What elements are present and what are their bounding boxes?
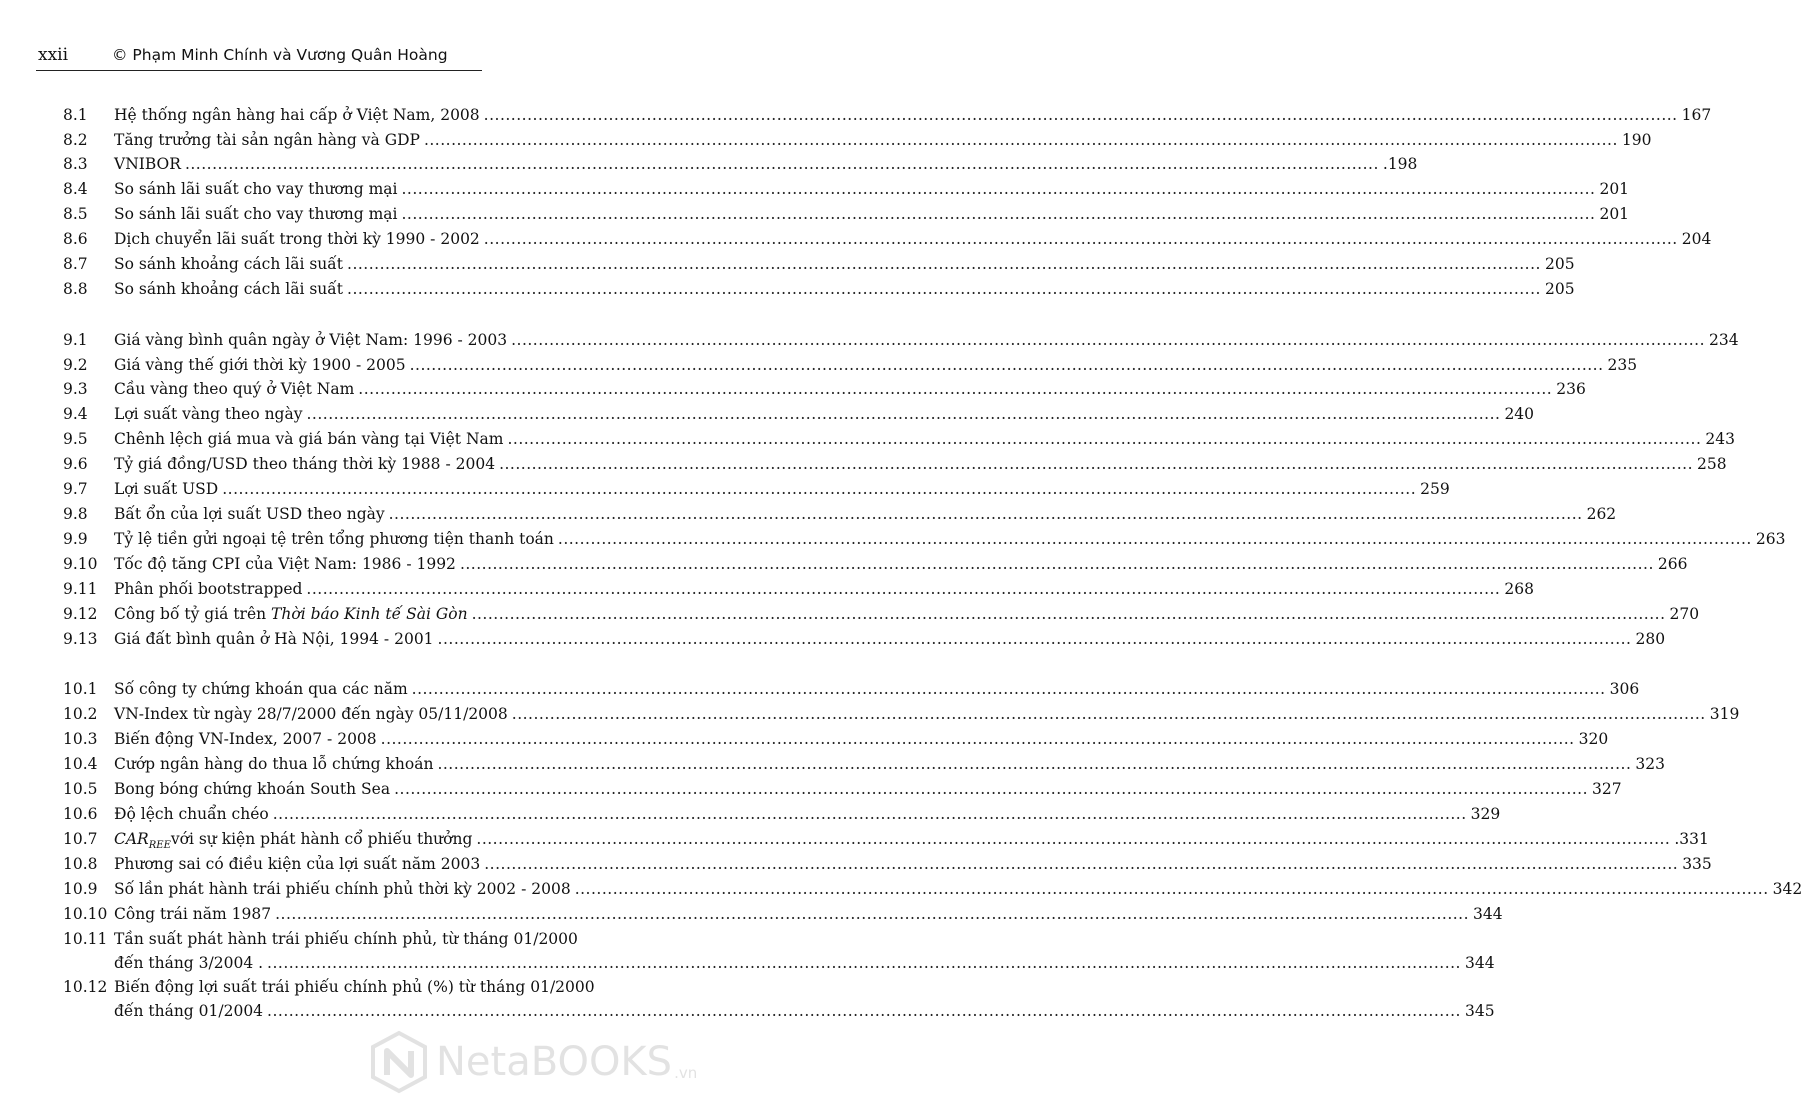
figure-title: VN-Index từ ngày 28/7/2000 đến ngày 05/11/2008 (114, 705, 508, 723)
figure-entry-line (114, 877, 1802, 901)
list-item (63, 527, 1786, 551)
list-item (63, 802, 1501, 826)
page-reference: 320 (1578, 730, 1609, 748)
figure-entry-line (114, 277, 1575, 301)
figure-number: 10.12 (63, 978, 108, 996)
figure-title: Giá vàng thế giới thời kỳ 1900 - 2005 (114, 356, 406, 374)
figure-title: Số lần phát hành trái phiếu chính phủ thời kỳ 2002 - 2008 (114, 880, 571, 898)
figure-number: 10.7 (63, 830, 98, 848)
list-item (63, 252, 1575, 276)
figure-entry-line (114, 975, 637, 999)
figure-title: Dịch chuyển lãi suất trong thời kỳ 1990 - 2002 (114, 230, 480, 248)
dot-leader: ............................................................................................................................................................................................................................ (459, 555, 1654, 573)
figure-title: Biến động lợi suất trái phiếu chính phủ (%) từ tháng 01/2000 (114, 978, 595, 996)
page-reference: 270 (1669, 605, 1700, 623)
dot-leader: ............................................................................................................................................................................................................................ (409, 356, 1604, 374)
figure-entry-line (114, 552, 1688, 576)
list-item (63, 702, 1740, 726)
page-reference: 335 (1682, 855, 1712, 873)
page-reference: 205 (1544, 255, 1575, 273)
watermark-brand: NetaBOOKS (436, 1039, 673, 1085)
figure-entry-line (114, 152, 1418, 176)
figure-number: 9.13 (63, 630, 98, 648)
figure-title: Giá vàng bình quân ngày ở Việt Nam: 1996 - 2003 (114, 331, 508, 349)
dot-leader: ............................................................................................................................................................................................................................ (483, 106, 1678, 124)
figure-number: 10.10 (63, 905, 108, 923)
dot-leader: ............................................................................................................................................................................................................................ (437, 755, 1632, 773)
page-reference: 344 (1473, 905, 1503, 923)
dot-leader: ............................................................................................................................................................................................................................ (272, 805, 1467, 823)
figure-number: 9.10 (63, 555, 98, 573)
figure-entry-line (114, 427, 1736, 451)
page-header (36, 44, 482, 71)
figure-entry-line (114, 677, 1640, 701)
page-reference: 268 (1504, 580, 1534, 598)
page-reference: 266 (1657, 555, 1688, 573)
figure-title: Bong bóng chứng khoán South Sea (114, 780, 391, 798)
figure-number: 8.6 (63, 230, 88, 248)
figure-title: Cầu vàng theo quý ở Việt Nam (114, 380, 355, 398)
list-item (63, 602, 1700, 626)
page-reference: 329 (1470, 805, 1501, 823)
figure-title: Cướp ngân hàng do thua lỗ chứng khoán (114, 755, 434, 773)
page-reference: 327 (1592, 780, 1622, 798)
list-item (63, 577, 1534, 601)
list-item (63, 227, 1712, 251)
list-item (63, 677, 1640, 701)
running-head: © Phạm Minh Chính và Vương Quân Hoàng (112, 46, 448, 64)
figure-number: 10.1 (63, 680, 98, 698)
figure-entry-line (114, 402, 1535, 426)
dot-leader: ............................................................................................................................................................................................................................ (499, 455, 1694, 473)
page-reference: 243 (1705, 430, 1736, 448)
list-item (63, 128, 1652, 152)
figure-title: đến tháng 3/2004 . (114, 954, 264, 972)
dot-leader: ............................................................................................................................................................................................................................ (394, 780, 1589, 798)
figure-title: Phân phối bootstrapped (114, 580, 303, 598)
dot-leader: ............................................................................................................................................................................................................................ (557, 530, 1752, 548)
figure-entry-line (114, 752, 1665, 776)
list-item (63, 377, 1586, 401)
dot-leader: ............................................................................................................................................................................................................................ (306, 405, 1501, 423)
figure-number: 8.1 (63, 106, 88, 124)
figure-entry-line (114, 602, 1700, 626)
list-item (63, 975, 1495, 1023)
figure-title: Độ lệch chuẩn chéo (114, 805, 269, 823)
figure-number: 9.7 (63, 480, 88, 498)
page-reference: 205 (1544, 280, 1575, 298)
dot-leader: ............................................................................................................................................................................................................................ (388, 505, 1583, 523)
list-item (63, 727, 1609, 751)
list-item (63, 877, 1802, 901)
figure-number: 9.4 (63, 405, 88, 423)
figure-title: So sánh lãi suất cho vay thương mại (114, 180, 398, 198)
page-reference: 344 (1465, 954, 1495, 972)
figure-title: So sánh khoảng cách lãi suất (114, 255, 344, 273)
figure-entry-line (114, 927, 637, 951)
page-reference: 306 (1609, 680, 1640, 698)
figure-entry-line (114, 328, 1739, 352)
page-reference: .331 (1674, 830, 1709, 848)
list-item (63, 777, 1622, 801)
page-reference: 201 (1599, 180, 1630, 198)
page-reference: 258 (1697, 455, 1727, 473)
figure-number: 9.2 (63, 356, 88, 374)
figure-entry-line (114, 777, 1622, 801)
figure-number: 9.1 (63, 331, 88, 349)
dot-leader: ............................................................................................................................................................................................................................ (380, 730, 1575, 748)
figure-title: Lợi suất USD (114, 480, 219, 498)
figure-title: Số công ty chứng khoán qua các năm (114, 680, 408, 698)
page-reference: 319 (1709, 705, 1740, 723)
figure-number: 10.9 (63, 880, 98, 898)
page-reference: 204 (1681, 230, 1712, 248)
figure-number: 9.5 (63, 430, 88, 448)
page-reference: .198 (1382, 155, 1418, 173)
dot-leader: ............................................................................................................................................................................................................................ (411, 680, 1606, 698)
figure-number: 10.5 (63, 780, 98, 798)
figure-title: Tăng trưởng tài sản ngân hàng và GDP (114, 131, 420, 149)
page-reference: 323 (1635, 755, 1665, 773)
figure-number: 10.2 (63, 705, 98, 723)
figure-title: Tần suất phát hành trái phiếu chính phủ, từ tháng 01/2000 (114, 930, 578, 948)
page-reference: 280 (1635, 630, 1666, 648)
list-item (63, 627, 1666, 651)
figure-title: Tỷ lệ tiền gửi ngoại tệ trên tổng phương tiện thanh toán (114, 530, 554, 548)
dot-leader: ............................................................................................................................................................................................................................ (471, 605, 1666, 623)
dot-leader: ............................................................................................................................................................................................................................ (306, 580, 1501, 598)
figure-title: Bất ổn của lợi suất USD theo ngày (114, 505, 385, 523)
dot-leader: ............................................................................................................................................................................................................................ (423, 131, 1618, 149)
page-reference: 262 (1586, 505, 1617, 523)
figure-title: Công trái năm 1987 (114, 905, 272, 923)
dot-leader: ............................................................................................................................................................................................................................ (511, 331, 1706, 349)
page-reference: 342 (1772, 880, 1802, 898)
figure-number: 9.3 (63, 380, 88, 398)
list-item (63, 202, 1630, 226)
figure-title: Biến động VN-Index, 2007 - 2008 (114, 730, 377, 748)
figure-entry-line (114, 202, 1630, 226)
figure-entry-line (114, 103, 1712, 127)
page-number: xxii (38, 45, 69, 65)
figure-number: 10.11 (63, 930, 108, 948)
page-reference: 345 (1465, 1002, 1495, 1020)
dot-leader: ............................................................................................................................................................................................................................ (483, 230, 1678, 248)
figure-entry-line (114, 452, 1727, 476)
dot-leader: ............................................................................................................................................................................................................................ (267, 954, 1461, 972)
list-item (63, 103, 1712, 127)
figure-entry-line (114, 128, 1652, 152)
figure-number: 9.6 (63, 455, 88, 473)
page-reference: 263 (1755, 530, 1786, 548)
list-item (63, 452, 1727, 476)
netabooks-logo-icon (368, 1031, 430, 1093)
list-item (63, 827, 1709, 852)
figure-entry-line (114, 502, 1617, 526)
figure-number: 8.4 (63, 180, 88, 198)
dot-leader: ............................................................................................................................................................................................................................ (476, 830, 1671, 848)
figure-title: đến tháng 01/2004 (114, 1002, 264, 1020)
dot-leader: ............................................................................................................................................................................................................................ (267, 1002, 1461, 1020)
figure-title-italic: Thời báo Kinh tế Sài Gòn (271, 605, 468, 623)
list-item (63, 353, 1638, 377)
figure-number: 9.11 (63, 580, 98, 598)
dot-leader: ............................................................................................................................................................................................................................ (184, 155, 1379, 173)
figure-number: 8.3 (63, 155, 88, 173)
dot-leader: ............................................................................................................................................................................................................................ (347, 255, 1541, 273)
figure-title-text: Công bố tỷ giá trên (114, 605, 272, 623)
figure-title: Lợi suất vàng theo ngày (114, 405, 303, 423)
figure-entry-line (114, 702, 1740, 726)
page-reference: 167 (1681, 106, 1712, 124)
figure-entry-line (114, 177, 1630, 201)
figure-entry-line (114, 527, 1786, 551)
figure-entry-line (114, 227, 1712, 251)
figure-number: 10.8 (63, 855, 98, 873)
watermark-suffix: .vn (674, 1064, 698, 1082)
figure-number: 8.8 (63, 280, 88, 298)
dot-leader: ............................................................................................................................................................................................................................ (437, 630, 1632, 648)
dot-leader: ............................................................................................................................................................................................................................ (574, 880, 1769, 898)
figure-title: Giá đất bình quân ở Hà Nội, 1994 - 2001 (114, 630, 434, 648)
dot-leader: ............................................................................................................................................................................................................................ (511, 705, 1706, 723)
figure-title: So sánh khoảng cách lãi suất (114, 280, 344, 298)
dot-leader: ............................................................................................................................................................................................................................ (401, 205, 1596, 223)
list-item (63, 277, 1575, 301)
figure-number: 9.9 (63, 530, 88, 548)
figure-entry-line (114, 353, 1638, 377)
page-reference: 259 (1420, 480, 1450, 498)
figure-number: 9.12 (63, 605, 98, 623)
list-item (63, 177, 1630, 201)
figure-entry-line (114, 477, 1450, 501)
dot-leader: ............................................................................................................................................................................................................................ (347, 280, 1541, 298)
figure-title: Chênh lệch giá mua và giá bán vàng tại Việt Nam (114, 430, 504, 448)
page-reference: 201 (1599, 205, 1630, 223)
figure-title: Tỷ giá đồng/USD theo tháng thời kỳ 1988 - 2004 (114, 455, 496, 473)
figure-entry-line (114, 577, 1534, 601)
figure-title: Tốc độ tăng CPI của Việt Nam: 1986 - 1992 (114, 555, 456, 573)
page-reference: 235 (1607, 356, 1638, 374)
figure-title-text: với sự kiện phát hành cổ phiếu thưởng (170, 830, 473, 848)
figure-entry-line (114, 377, 1586, 401)
figure-entry-line (114, 627, 1666, 651)
figure-number: 9.8 (63, 505, 88, 523)
dot-leader: ............................................................................................................................................................................................................................ (401, 180, 1596, 198)
figure-entry-line (114, 999, 1495, 1023)
list-item (63, 902, 1503, 926)
list-item (63, 927, 1495, 975)
figure-entry-line (114, 802, 1501, 826)
list-item (63, 402, 1535, 426)
figure-entry-line (114, 902, 1503, 926)
figure-number: 10.4 (63, 755, 98, 773)
figure-number: 10.3 (63, 730, 98, 748)
page-reference: 234 (1709, 331, 1739, 349)
figure-number: 8.5 (63, 205, 88, 223)
list-item (63, 152, 1418, 176)
list-item (63, 427, 1736, 451)
figure-number: 8.2 (63, 131, 88, 149)
figure-title-italic: CAR (114, 830, 149, 848)
netabooks-watermark (368, 1024, 698, 1100)
figure-entry-line (114, 852, 1712, 876)
page-reference: 240 (1504, 405, 1535, 423)
list-item (63, 477, 1450, 501)
figure-title-subscript: REE (148, 840, 171, 852)
dot-leader: ............................................................................................................................................................................................................................ (507, 430, 1702, 448)
figure-title: Hệ thống ngân hàng hai cấp ở Việt Nam, 2008 (114, 106, 480, 124)
dot-leader: ............................................................................................................................................................................................................................ (358, 380, 1553, 398)
figure-title: So sánh lãi suất cho vay thương mại (114, 205, 398, 223)
figure-entry-line (114, 951, 1495, 975)
page-reference: 236 (1556, 380, 1586, 398)
figure-title: VNIBOR (114, 155, 181, 173)
dot-leader: ............................................................................................................................................................................................................................ (484, 855, 1679, 873)
list-item (63, 852, 1712, 876)
figure-number: 8.7 (63, 255, 88, 273)
figure-title: Phương sai có điều kiện của lợi suất năm 2003 (114, 855, 481, 873)
list-item (63, 752, 1665, 776)
list-item (63, 502, 1617, 526)
figure-title (114, 602, 468, 626)
page-reference: 190 (1621, 131, 1652, 149)
list-item (63, 552, 1688, 576)
dot-leader: ............................................................................................................................................................................................................................ (222, 480, 1417, 498)
figure-number: 10.6 (63, 805, 98, 823)
figure-entry-line (114, 252, 1575, 276)
dot-leader: ............................................................................................................................................................................................................................ (275, 905, 1470, 923)
figure-entry-line (114, 727, 1609, 751)
list-item (63, 328, 1739, 352)
